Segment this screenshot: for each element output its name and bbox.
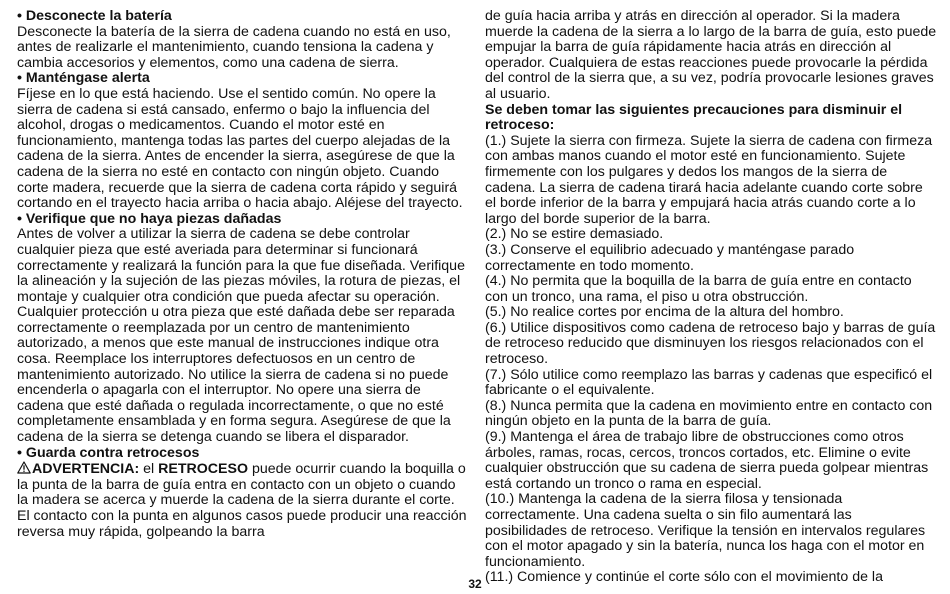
- page-number: 32: [468, 577, 482, 591]
- heading-check-damaged-parts: • Verifique que no haya piezas dañadas: [17, 210, 282, 227]
- kickback-warning: [17, 461, 469, 540]
- precaution-item: (10.) Mantenga la cadena de la sierra filosa y tensionada correctamente. Una cadena suelta o sin filo aumentará las posibilidades de retroceso. Verifique la tensión en intervalos regulares con el motor apagado y sin la batería, nunca los haga con el motor en funcionamiento.: [485, 491, 926, 570]
- paragraph-stay-alert: Fíjese en lo que está haciendo. Use el sentido común. No opere la sierra de cadena si está cansado, enfermo o bajo la influencia del alcohol, drogas o medicamentos. Cuando el motor esté en funcionamiento, mantenga todas las partes del cuerpo alejadas de la cadena de la sierra. Antes de encender la sierra, asegúrese de que la cadena de la sierra no esté en contacto con ningún objeto. Cuando corte madera, recuerde que la sierra de cadena corta rápido y seguirá cortando en el trayecto hacia arriba o hacia abajo. Aléjese del trayecto.: [17, 85, 463, 212]
- heading-kickback-precautions: Se deben tomar las siguientes precauciones para disminuir el retroceso:: [485, 101, 903, 134]
- left-column: [17, 9, 469, 540]
- warning-text: puede ocurrir cuando la boquilla o la punta de la barra de guía entra en contacto con un objeto o cuando la madera se acerca y muerde la cadena de la sierra durante el corte. El contacto con la punta en algunos casos puede producir una reacción reversa muy rápida, golpeando la barra: [17, 461, 467, 540]
- precaution-item: (8.) Nunca permita que la cadena en movimiento entre en contacto con ningún objeto en la punta de la barra de guía.: [485, 397, 933, 430]
- precaution-item: (7.) Sólo utilice como reemplazo las barras y cadenas que especificó el fabricante o el equivalente.: [485, 366, 933, 399]
- precaution-item: (2.) No se estire demasiado.: [485, 226, 664, 243]
- paragraph-check-damaged-parts: Antes de volver a utilizar la sierra de cadena se debe controlar cualquier pieza que esté averiada para determinar si funcionará correctamente y realizará la función para la que fue diseñada. Verifique la alineación y la sujeción de las piezas móviles, la rotura de piezas, el montaje y cualquier otra condición que pueda afectar su operación. Cualquier protección u otra pieza que esté dañada debe ser reparada correctamente o reemplazada por un centro de mantenimiento autorizado, a menos que este manual de instrucciones indique otra cosa. Reemplace los interruptores defectuosos en un centro de mantenimiento autorizado. No utilice la sierra de cadena si no puede encenderla o apagarla con el interruptor. No opere una sierra de cadena que esté dañada o regulada incorrectamente, o que no esté completamente ensamblada y en forma segura. Asegúrese de que la cadena de la sierra se detenga cuando se libera el disparador.: [17, 226, 465, 446]
- warning-connector: el: [139, 461, 159, 478]
- heading-stay-alert: • Manténgase alerta: [17, 70, 150, 87]
- precaution-item: (4.) No permita que la boquilla de la barra de guía entre en contacto con un tronco, una rama, el piso u otra obstrucción.: [485, 273, 912, 305]
- heading-kickback-guard: • Guarda contra retrocesos: [17, 444, 200, 461]
- precaution-item: (5.) No realice cortes por encima de la altura del hombro.: [485, 304, 844, 321]
- precaution-item: (1.) Sujete la sierra con firmeza. Sujete la sierra de cadena con firmeza con ambas manos cuando el motor esté en funcionamiento. Sujete firmemente con los pulgares y dedos los mangos de la sierra de cadena. La sierra de cadena tirará hacia adelante cuando corte sobre el borde inferior de la barra y empujará hacia atrás cuando corte a lo largo del borde superior de la barra.: [485, 132, 933, 227]
- heading-disconnect-battery: • Desconecte la batería: [17, 8, 172, 24]
- precaution-item: (3.) Conserve el equilibrio adecuado y manténgase parado correctamente en todo momento.: [485, 241, 855, 274]
- warning-kickback-term: RETROCESO: [158, 461, 249, 478]
- paragraph-kickback-continuation: de guía hacia arriba y atrás en dirección al operador. Si la madera muerde la cadena de la sierra a lo largo de la barra de guía, esto puede empujar la barra de guía rápidamente hacia atrás en dirección al operador. Cualquiera de estas reacciones puede provocarle la pérdida del control de la sierra que, a su vez, podría provocarle lesiones graves al usuario.: [485, 8, 937, 102]
- precaution-item: (6.) Utilice dispositivos como cadena de retroceso bajo y barras de guía de retroceso reducido que disminuyen los riesgos relacionados con el retroceso.: [485, 319, 936, 368]
- right-column: [485, 9, 937, 586]
- paragraph-disconnect-battery: Desconecte la batería de la sierra de cadena cuando no está en uso, antes de realizarle el mantenimiento, cuando tensiona la cadena y cambia accesorios y elementos, como una cadena de sierra.: [17, 23, 451, 71]
- precaution-item: (9.) Mantenga el área de trabajo libre de obstrucciones como otros árboles, ramas, rocas, cercos, troncos cortados, etc. Elimine o evite cualquier obstrucción que su cadena de sierra pueda golpear mientras está cortando un tronco o rama en especial.: [485, 429, 929, 492]
- precaution-item: (11.) Comience y continúe el corte sólo con el movimiento de la: [485, 569, 883, 586]
- warning-label: ADVERTENCIA:: [32, 461, 140, 478]
- warning-triangle-icon: [17, 461, 31, 474]
